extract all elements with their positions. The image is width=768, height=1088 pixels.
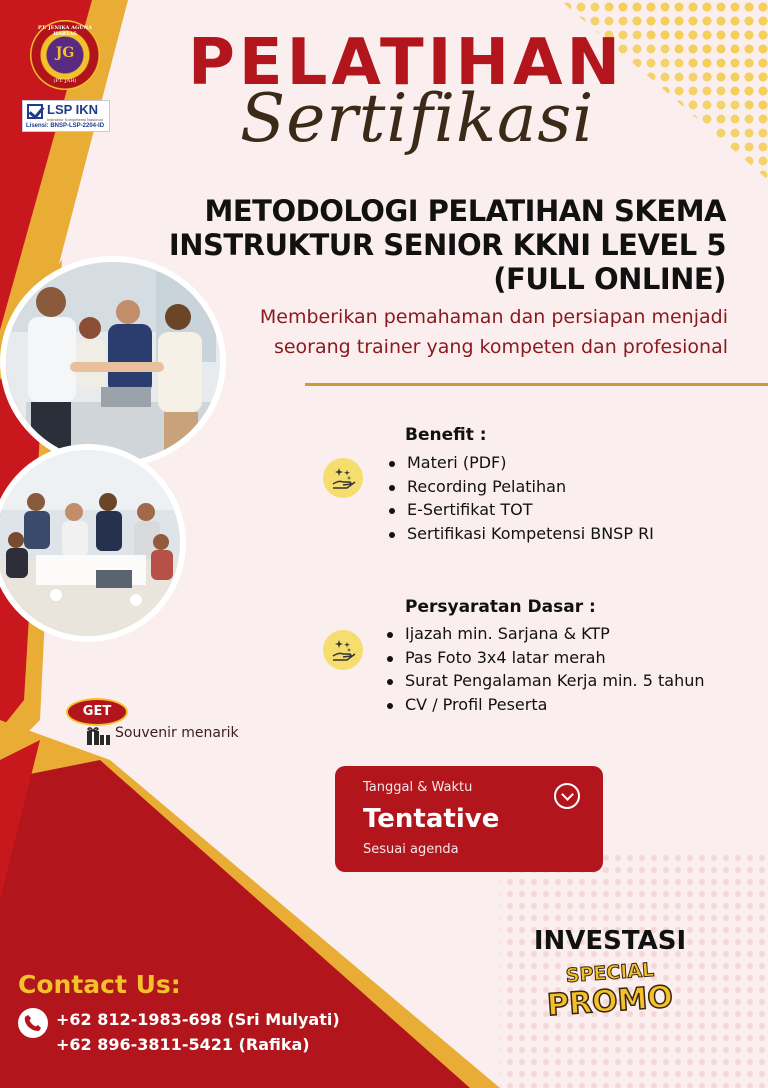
list-item: Recording Pelatihan [385, 475, 654, 499]
list-item: E-Sertifikat TOT [385, 498, 654, 522]
schedule-card[interactable] [335, 766, 603, 872]
list-item: Pas Foto 3x4 latar merah [383, 646, 705, 670]
lsp-logo [22, 100, 110, 132]
lsp-name: LSP IKN [47, 102, 99, 117]
seal-bottom-text: (PT. JAH) [53, 78, 77, 84]
handshake-photo [0, 256, 226, 468]
company-seal-logo [30, 20, 100, 90]
investment-title: INVESTASI [533, 926, 687, 956]
headline-line: (FULL ONLINE) [493, 262, 726, 296]
list-item: Ijazah min. Sarjana & KTP [383, 622, 705, 646]
seal-initials: JG [55, 45, 75, 61]
check-icon [27, 104, 43, 119]
list-item: Materi (PDF) [385, 451, 654, 475]
subtitle-line: Memberikan pemahaman dan persiapan menjadi [259, 306, 728, 328]
meeting-illustration [0, 450, 180, 636]
contact-phone[interactable]: +62 812-1983-698 (Sri Mulyati) [56, 1010, 340, 1029]
headline-line: INSTRUKTUR SENIOR KKNI LEVEL 5 [168, 228, 726, 262]
list-item: CV / Profil Peserta [383, 693, 705, 717]
divider [305, 383, 768, 386]
headline-line: METODOLOGI PELATIHAN SKEMA [204, 194, 726, 228]
contact-title: Contact Us: [18, 970, 181, 999]
sparkle-hand-icon [323, 458, 363, 498]
lsp-subtitle: Instruktur Kompetensi Nasional [47, 117, 103, 122]
list-item: Surat Pengalaman Kerja min. 5 tahun [383, 669, 705, 693]
schedule-value: Tentative [363, 804, 500, 834]
title-main: PELATIHAN [188, 26, 625, 100]
chevron-down-icon[interactable] [554, 783, 580, 809]
title-script: Sertifikasi [240, 80, 595, 157]
schedule-label: Tanggal & Waktu [363, 780, 473, 795]
schedule-note: Sesuai agenda [363, 842, 459, 857]
contact-phone[interactable]: +62 896-3811-5421 (Rafika) [56, 1035, 310, 1054]
get-badge: GET [66, 698, 128, 726]
sparkle-hand-icon [323, 630, 363, 670]
gift-icon [86, 725, 112, 751]
promo-word: PROMO [545, 979, 675, 1024]
handshake-illustration [6, 262, 220, 462]
subtitle-line: seorang trainer yang kompeten dan profesional [273, 336, 728, 358]
requirements-title: Persyaratan Dasar : [405, 597, 596, 617]
course-headline [166, 194, 726, 296]
list-item: Sertifikasi Kompetensi BNSP RI [385, 522, 654, 546]
requirements-list [383, 622, 705, 716]
promo-special: SPECIAL [565, 958, 655, 988]
benefit-list [385, 451, 654, 545]
souvenir-label: Souvenir menarik [115, 725, 239, 741]
seal-ring-text: PT. JENIKA AGUNA HARTAS [37, 25, 93, 37]
benefit-title: Benefit : [405, 425, 487, 445]
course-subtitle [208, 302, 728, 362]
lsp-license: Lisensi: BNSP-LSP-2204-ID [26, 123, 105, 129]
phone-icon [18, 1008, 48, 1038]
